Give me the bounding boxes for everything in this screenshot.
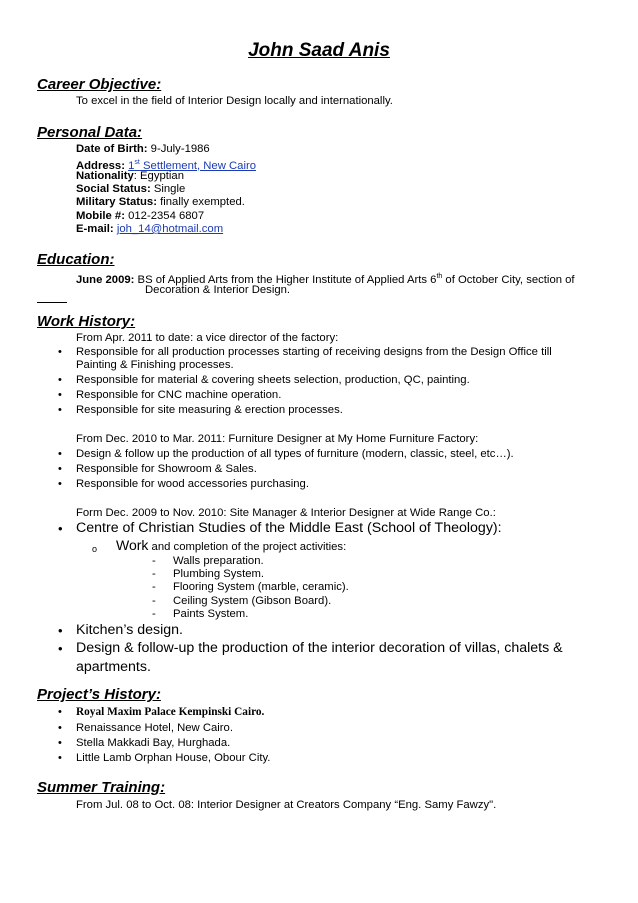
dash-icon: - [152,608,156,620]
email-line [76,223,223,236]
military-status-label: Military Status: [76,196,157,208]
social-status-value: Single [150,183,186,195]
section-divider [37,302,67,303]
email-link[interactable]: joh_14@hotmail.com [116,223,224,235]
bullet-icon: • [58,641,63,656]
job1-intro: From Apr. 2011 to date: a vice director of the factory: [76,332,339,344]
career-objective-text: To excel in the field of Interior Design locally and internationally. [76,95,393,107]
training-heading: Summer Training: [37,779,166,796]
career-objective-heading: Career Objective: [37,76,162,93]
dob-line [76,143,210,156]
dob-value: 9-July-1986 [147,143,210,155]
projects-heading: Project’s History: [37,686,161,703]
job1-bullet-1b: Painting & Finishing processes. [76,359,234,371]
bullet-icon: • [58,404,62,416]
dob-label: Date of Birth: [76,143,148,155]
bullet-icon: • [58,448,62,460]
project-2: Renaissance Hotel, New Cairo. [76,722,233,734]
military-status-value: finally exempted. [156,196,245,208]
job3-detail-3: Flooring System (marble, ceramic). [173,581,349,593]
job3-detail-2: Plumbing System. [173,568,265,580]
bullet-icon: • [58,389,62,401]
bullet-icon: • [58,623,63,638]
bullet-icon: • [58,722,62,734]
job3-bullet-3b: apartments. [76,659,151,675]
job3-detail-4: Ceiling System (Gibson Board). [173,595,332,607]
training-text: From Jul. 08 to Oct. 08: Interior Designer at Creators Company “Eng. Samy Fawzy". [76,799,497,811]
mobile-line [76,210,204,223]
resume-name: John Saad Anis [248,40,390,61]
dash-icon: - [152,555,156,567]
project-3: Stella Makkadi Bay, Hurghada. [76,737,231,749]
education-line-1: June 2009: BS of Applied Arts from the Higher Institute of Applied Arts 6th of October City, section of [76,273,575,286]
bullet-icon: • [58,463,62,475]
bullet-icon: • [58,752,62,764]
mobile-label: Mobile #: [76,210,125,222]
military-status-line [76,196,245,209]
bullet-icon: • [58,374,62,386]
education-heading: Education: [37,251,115,268]
address-link[interactable]: 1st Settlement, New Cairo [128,159,257,172]
job1-bullet-2: Responsible for material & covering sheets selection, production, QC, painting. [76,374,470,386]
circle-bullet-icon: o [92,544,98,554]
dash-icon: - [152,595,156,607]
job2-bullet-2: Responsible for Showroom & Sales. [76,463,257,475]
education-date: June 2009: [76,273,135,286]
bullet-icon: • [58,478,62,490]
job3-bullet-1: Centre of Christian Studies of the Middle East (School of Theology): [76,520,502,536]
project-1: Royal Maxim Palace Kempinski Cairo. [76,706,265,718]
address-label: Address: [76,159,125,172]
job1-bullet-4: Responsible for site measuring & erection processes. [76,404,343,416]
job1-bullet-1a: Responsible for all production processes starting of receiving designs from the Design Office till [76,346,552,358]
bullet-icon: • [58,737,62,749]
job2-intro: From Dec. 2010 to Mar. 2011: Furniture Designer at My Home Furniture Factory: [76,433,479,445]
job3-intro: Form Dec. 2009 to Nov. 2010: Site Manager & Interior Designer at Wide Range Co.: [76,507,496,519]
dash-icon: - [152,568,156,580]
work-history-heading: Work History: [37,313,136,330]
job3-bullet-3a: Design & follow-up the production of the interior decoration of villas, chalets & [76,640,563,656]
bullet-icon: • [58,346,62,358]
job3-detail-5: Paints System. [173,608,249,620]
job3-sub-item: Work and completion of the project activities: [116,537,347,553]
job3-bullet-2: Kitchen’s design. [76,622,184,638]
dash-icon: - [152,581,156,593]
bullet-icon: • [58,706,62,718]
bullet-icon: • [58,521,63,536]
job2-bullet-1: Design & follow up the production of all types of furniture (modern, classic, steel, etc…). [76,448,514,460]
social-status-label: Social Status: [76,183,151,195]
nationality-line [76,170,184,183]
nationality-value: : Egyptian [133,170,184,182]
education-line-2: Decoration & Interior Design. [145,284,291,296]
nationality-label: Nationality [76,170,134,182]
project-4: Little Lamb Orphan House, Obour City. [76,752,271,764]
email-label: E-mail: [76,223,114,235]
job3-detail-1: Walls preparation. [173,555,264,567]
social-status-line [76,183,185,196]
mobile-value: 012-2354 6807 [124,210,205,222]
job2-bullet-3: Responsible for wood accessories purchasing. [76,478,309,490]
job1-bullet-3: Responsible for CNC machine operation. [76,389,282,401]
personal-data-heading: Personal Data: [37,124,143,141]
